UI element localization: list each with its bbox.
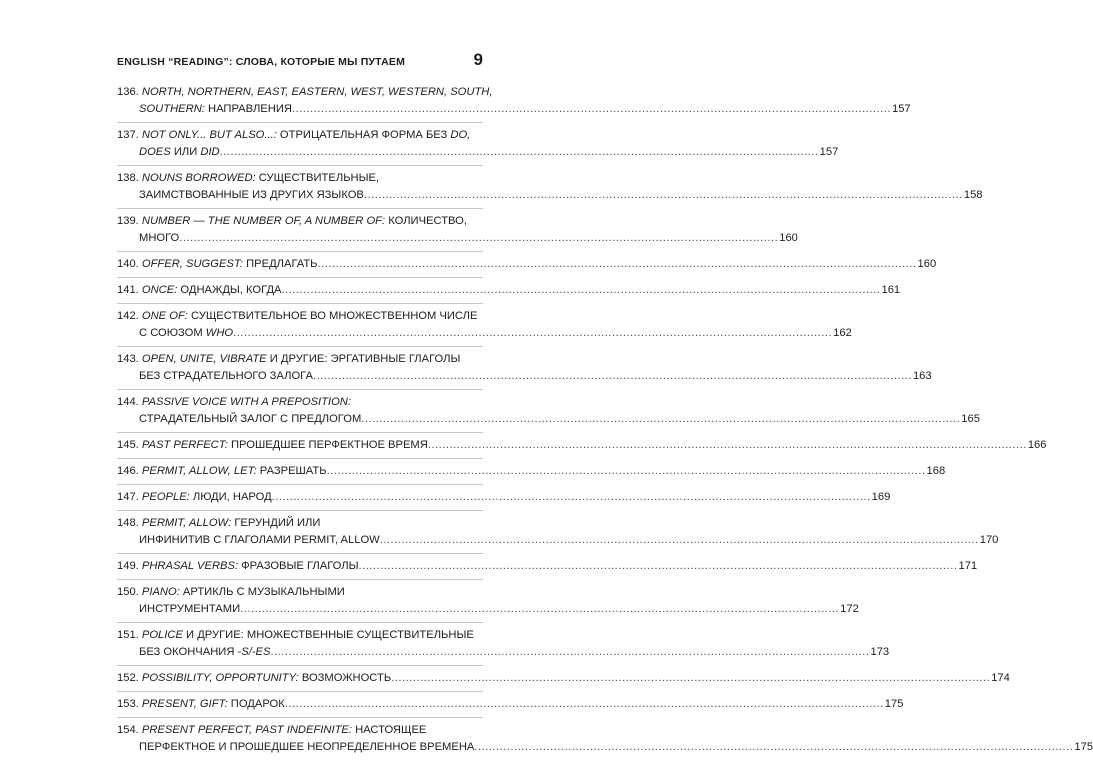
entry-description: И ДРУГИЕ: ЭРГАТИВНЫЕ ГЛАГОЛЫ — [266, 353, 461, 365]
entry-term: PEOPLE: — [141, 491, 190, 503]
entry-description: РАЗРЕШАТЬ — [256, 465, 327, 477]
entry-page-number: 168 — [926, 465, 946, 477]
entry-number: 143. — [117, 353, 139, 365]
entry-description: ИЛИ — [170, 146, 201, 158]
dot-leader — [233, 325, 832, 342]
entry-description: НАПРАВЛЕНИЯ — [204, 103, 292, 115]
entry-description: СУЩЕСТВИТЕЛЬНЫЕ, — [255, 172, 380, 184]
dot-leader — [240, 601, 839, 618]
entry-description: ПОДАРОК — [227, 698, 285, 710]
entry-page-number: 166 — [1027, 439, 1047, 451]
entry-number: 154. — [117, 724, 139, 736]
entry-term: PERMIT, ALLOW: — [141, 517, 232, 529]
entry-page-number: 173 — [870, 646, 890, 658]
toc-entry[interactable] — [117, 304, 852, 347]
dot-leader — [292, 101, 891, 118]
entry-page-number: 175 — [884, 698, 904, 710]
entry-term: PASSIVE VOICE WITH A PREPOSITION: — [141, 396, 351, 408]
entry-term: POSSIBILITY, OPPORTUNITY: — [141, 672, 299, 684]
header-title: ENGLISH “READING”: СЛОВА, КОТОРЫЕ МЫ ПУТАЕМ — [117, 56, 406, 68]
entry-term: -S/-ES — [237, 646, 271, 658]
toc-entry[interactable] — [117, 459, 946, 485]
entry-term: NOUNS BORROWED: — [141, 172, 256, 184]
entry-description: С СОЮЗОМ — [139, 327, 206, 339]
entry-page-number: 161 — [881, 284, 901, 296]
entry-term: OFFER, SUGGEST: — [141, 258, 243, 270]
entry-description: НАСТОЯЩЕЕ — [352, 724, 427, 736]
entry-description: ПЕРФЕКТНОЕ И ПРОШЕДШЕЕ НЕОПРЕДЕЛЕННОЕ ВРЕМЕНА — [139, 741, 475, 753]
toc-entry[interactable] — [117, 209, 798, 252]
dot-leader — [474, 739, 1073, 756]
entry-number: 145. — [117, 439, 139, 451]
toc-entry[interactable] — [117, 511, 999, 554]
entry-page-number: 175 — [1074, 741, 1093, 753]
toc-entry[interactable] — [117, 580, 859, 623]
entry-page-number: 157 — [819, 146, 839, 158]
entry-term: SOUTHERN: — [139, 103, 205, 115]
entry-number: 140. — [117, 258, 139, 270]
toc-entry[interactable] — [117, 278, 901, 304]
entry-term: PRESENT, GIFT: — [141, 698, 228, 710]
entry-description: И ДРУГИЕ: МНОЖЕСТВЕННЫЕ СУЩЕСТВИТЕЛЬНЫЕ — [182, 629, 474, 641]
entry-page-number: 160 — [917, 258, 937, 270]
entry-description: ОТРИЦАТЕЛЬНАЯ ФОРМА БЕЗ — [276, 129, 451, 141]
entry-description: АРТИКЛЬ С МУЗЫКАЛЬНЫМИ — [179, 586, 345, 598]
toc-entry[interactable] — [117, 390, 980, 433]
dot-leader — [327, 463, 926, 480]
entry-term: PAST PERFECT: — [141, 439, 228, 451]
entry-term: OPEN, UNITE, VIBRATE — [141, 353, 267, 365]
entry-number: 136. — [117, 86, 139, 98]
entry-term: DOES — [139, 146, 171, 158]
entry-page-number: 172 — [840, 603, 859, 615]
dot-leader — [391, 670, 990, 687]
entry-page-number: 170 — [979, 534, 999, 546]
toc-entry[interactable] — [117, 554, 978, 580]
entry-number: 139. — [117, 215, 139, 227]
entry-description: ИНФИНИТИВ С ГЛАГОЛАМИ PERMIT, ALLOW — [139, 534, 380, 546]
entry-description: ЛЮДИ, НАРОД — [189, 491, 272, 503]
entry-number: 146. — [117, 465, 139, 477]
entry-number: 141. — [117, 284, 139, 296]
entry-number: 137. — [117, 129, 139, 141]
page-number: 9 — [473, 50, 483, 69]
entry-number: 144. — [117, 396, 139, 408]
running-header — [117, 50, 483, 72]
entry-description: ПРОШЕДШЕЕ ПЕРФЕКТНОЕ ВРЕМЯ — [227, 439, 428, 451]
entry-description: СТРАДАТЕЛЬНЫЙ ЗАЛОГ С ПРЕДЛОГОМ — [139, 413, 362, 425]
entry-page-number: 157 — [891, 103, 911, 115]
entry-term: ONE OF: — [141, 310, 188, 322]
toc-entry[interactable] — [117, 485, 891, 511]
entry-description: СУЩЕСТВИТЕЛЬНОЕ ВО МНОЖЕСТВЕННОМ ЧИСЛЕ — [187, 310, 478, 322]
entry-number: 149. — [117, 560, 139, 572]
toc-entry[interactable] — [117, 123, 839, 166]
entry-description: БЕЗ СТРАДАТЕЛЬНОГО ЗАЛОГА — [139, 370, 313, 382]
entry-description: БЕЗ ОКОНЧАНИЯ — [139, 646, 238, 658]
entry-term: DID — [200, 146, 220, 158]
entry-number: 151. — [117, 629, 139, 641]
entry-description: МНОГО — [139, 232, 180, 244]
entry-term: ONCE: — [141, 284, 178, 296]
entry-page-number: 162 — [833, 327, 852, 339]
entry-page-number: 171 — [958, 560, 978, 572]
dot-leader — [361, 411, 960, 428]
entry-number: 152. — [117, 672, 139, 684]
entry-term: NORTH, NORTHERN, EAST, EASTERN, WEST, WESTERN, SOUTH, — [141, 86, 493, 98]
dot-leader — [364, 187, 963, 204]
entry-term: PHRASAL VERBS: — [141, 560, 239, 572]
entry-description: ГЕРУНДИЙ ИЛИ — [231, 517, 321, 529]
toc-entry[interactable] — [117, 166, 983, 209]
dot-leader — [285, 696, 884, 713]
entry-page-number: 158 — [963, 189, 983, 201]
entry-term: DO, — [450, 129, 471, 141]
dot-leader — [281, 282, 880, 299]
entry-term: PIANO: — [141, 586, 180, 598]
dot-leader — [313, 368, 912, 385]
toc-entry[interactable] — [117, 433, 1047, 459]
toc-entry[interactable] — [117, 252, 937, 278]
dot-leader — [179, 230, 778, 247]
entry-description: ФРАЗОВЫЕ ГЛАГОЛЫ — [238, 560, 359, 572]
entry-description: ВОЗМОЖНОСТЬ — [298, 672, 392, 684]
entry-number: 148. — [117, 517, 139, 529]
table-of-contents — [117, 80, 1093, 760]
entry-number: 142. — [117, 310, 139, 322]
toc-entry[interactable] — [117, 623, 890, 666]
entry-description: ЗАИМСТВОВАННЫЕ ИЗ ДРУГИХ ЯЗЫКОВ — [139, 189, 364, 201]
dot-leader — [270, 644, 869, 661]
entry-number: 147. — [117, 491, 139, 503]
entry-description: КОЛИЧЕСТВО, — [385, 215, 467, 227]
entry-description: ИНСТРУМЕНТАМИ — [139, 603, 241, 615]
toc-entry[interactable] — [117, 347, 932, 390]
entry-term: PRESENT PERFECT, PAST INDEFINITE: — [141, 724, 352, 736]
toc-entry[interactable] — [117, 692, 904, 718]
entry-page-number: 169 — [871, 491, 891, 503]
toc-entry[interactable] — [117, 666, 1010, 692]
entry-description: ОДНАЖДЫ, КОГДА — [177, 284, 282, 296]
toc-entry[interactable] — [117, 718, 1093, 760]
dot-leader — [428, 437, 1027, 454]
entry-number: 153. — [117, 698, 139, 710]
entry-page-number: 163 — [912, 370, 932, 382]
entry-page-number: 165 — [961, 413, 980, 425]
dot-leader — [358, 558, 957, 575]
entry-page-number: 160 — [779, 232, 798, 244]
entry-term: NOT ONLY... BUT ALSO...: — [141, 129, 277, 141]
dot-leader — [272, 489, 871, 506]
entry-description: ПРЕДЛАГАТЬ — [243, 258, 318, 270]
dot-leader — [318, 256, 917, 273]
entry-number: 138. — [117, 172, 139, 184]
dot-leader — [380, 532, 979, 549]
entry-term: PERMIT, ALLOW, LET: — [141, 465, 257, 477]
dot-leader — [220, 144, 819, 161]
entry-number: 150. — [117, 586, 139, 598]
entry-term: WHO — [205, 327, 234, 339]
entry-page-number: 174 — [991, 672, 1010, 684]
toc-entry[interactable] — [117, 80, 911, 123]
entry-term: NUMBER — THE NUMBER OF, A NUMBER OF: — [141, 215, 386, 227]
entry-term: POLICE — [141, 629, 183, 641]
